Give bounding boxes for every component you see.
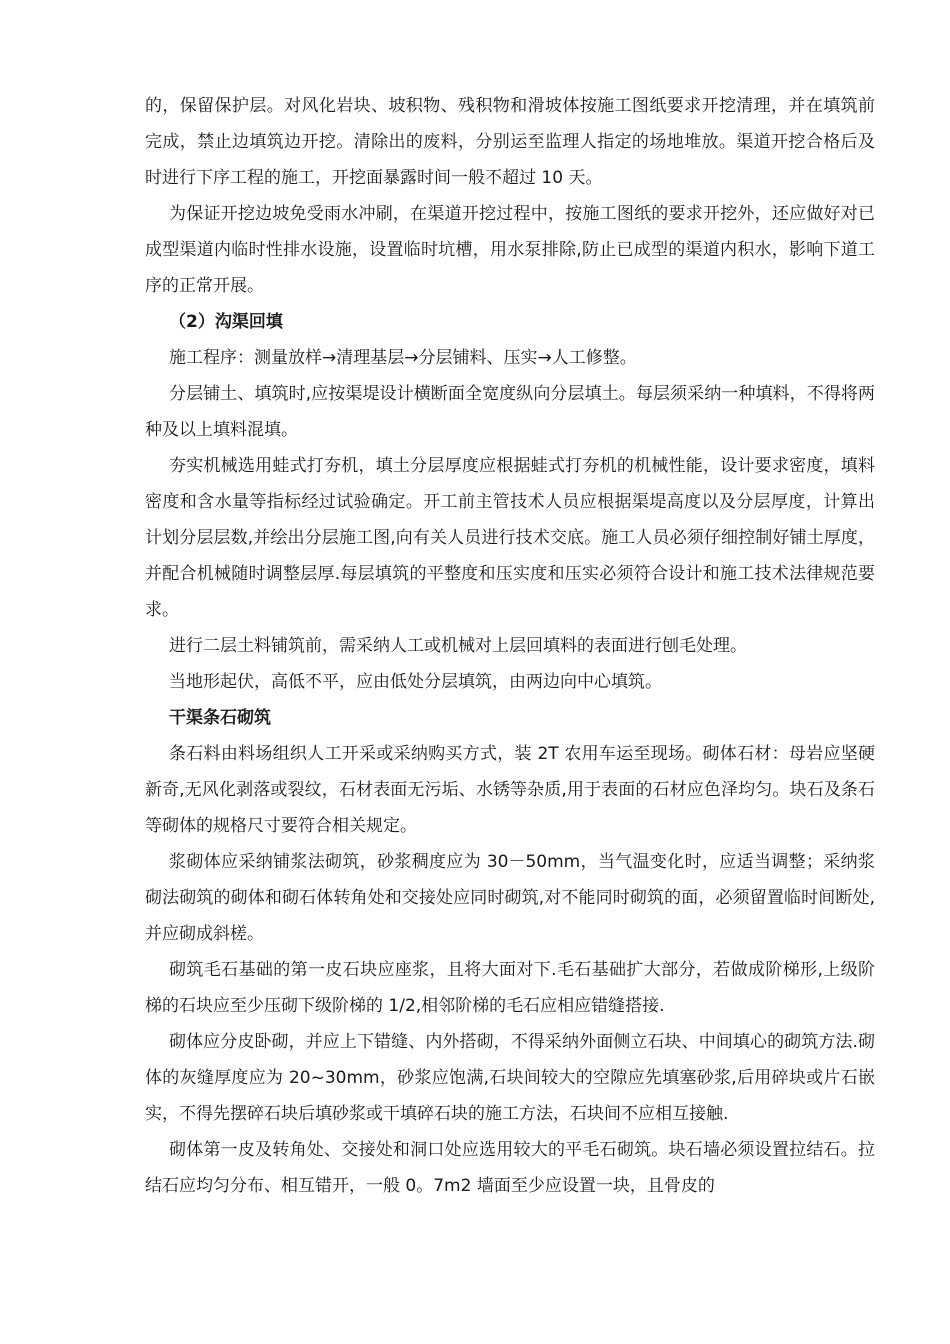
paragraph-construction-procedure: 施工程序：测量放样→清理基层→分层铺料、压实→人工修整。 — [169, 348, 637, 368]
paragraph-slope-drainage: 为保证开挖边坡免受雨水冲刷，在渠道开挖过程中，按施工图纸的要求开挖外，还应做好对已成型渠道内临时性排水设施，设置临时坑槽，用水泵排除,防止已成型的渠道内积水，影响下道工序的正常开展。 — [145, 204, 875, 296]
paragraph-tie-stones: 砌体第一皮及转角处、交接处和洞口处应选用较大的平毛石砌筑。块石墙必须设置拉结石。拉结石应均匀分布、相互错开，一般 0。7m2 墙面至少应设置一块，且骨皮的 — [145, 1140, 875, 1196]
document-body — [145, 88, 875, 1204]
section-heading-backfill: （2）沟渠回填 — [169, 312, 283, 332]
paragraph-rubble-foundation: 砌筑毛石基础的第一皮石块应座浆，且将大面对下.毛石基础扩大部分，若做成阶梯形,上级阶梯的石块应至少压砌下级阶梯的 1/2,相邻阶梯的毛石应相应错缝搭接. — [145, 960, 875, 1016]
paragraph-layered-filling: 分层铺土、填筑时,应按渠堤设计横断面全宽度纵向分层填土。每层须采纳一种填料，不得将两种及以上填料混填。 — [145, 384, 875, 440]
paragraph-uneven-terrain: 当地形起伏，高低不平，应由低处分层填筑，由两边向中心填筑。 — [169, 672, 662, 692]
paragraph-stone-material: 条石料由料场组织人工开采或采纳购买方式，装 2T 农用车运至现场。砌体石材：母岩应坚硬新奇,无风化剥落或裂纹，石材表面无污垢、水锈等杂质,用于表面的石材应色泽均匀。块石及条石等砌体的规格尺寸要符合相关规定。 — [145, 744, 875, 836]
paragraph-surface-roughening: 进行二层土料铺筑前，需采纳人工或机械对上层回填料的表面进行刨毛处理。 — [169, 636, 747, 656]
paragraph-excavation-cleanup: 的，保留保护层。对风化岩块、坡积物、残积物和滑坡体按施工图纸要求开挖清理，并在填筑前完成，禁止边填筑边开挖。清除出的废料，分别运至监理人指定的场地堆放。渠道开挖合格后及时进行下序工程的施工，开挖面暴露时间一般不超过 10 天。 — [145, 96, 875, 188]
section-heading-stone-masonry: 干渠条石砌筑 — [169, 708, 271, 728]
paragraph-compaction-machinery: 夯实机械选用蛙式打夯机，填土分层厚度应根据蛙式打夯机的机械性能，设计要求密度，填料密度和含水量等指标经过试验确定。开工前主管技术人员应根据渠堤高度以及分层厚度，计算出计划分层层数,并绘出分层施工图,向有关人员进行技术交底。施工人员必须仔细控制好铺土厚度，并配合机械随时调整层厚.每层填筑的平整度和压实度和压实必须符合设计和施工技术法律规范要求。 — [145, 456, 875, 620]
paragraph-masonry-method: 砌体应分皮卧砌，并应上下错缝、内外搭砌，不得采纳外面侧立石块、中间填心的砌筑方法.砌体的灰缝厚度应为 20~30mm，砂浆应饱满,石块间较大的空隙应先填塞砂浆,后用碎块或片石嵌实，不得先摆碎石块后填砂浆或干填碎石块的施工方法，石块间不应相互接触. — [145, 1032, 875, 1124]
paragraph-mortar-masonry: 浆砌体应采纳铺浆法砌筑，砂浆稠度应为 30－50mm，当气温变化时，应适当调整；采纳浆砌法砌筑的砌体和砌石体转角处和交接处应同时砌筑,对不能同时砌筑的面，必须留置临时间断处,并应砌成斜槎。 — [145, 852, 875, 944]
